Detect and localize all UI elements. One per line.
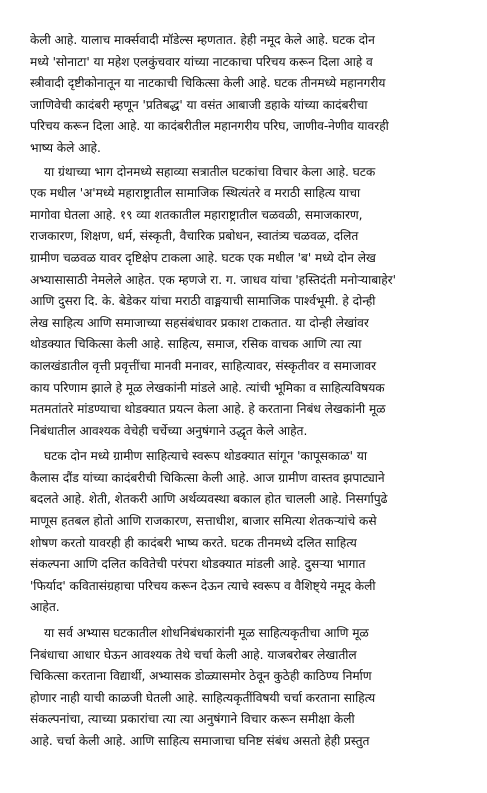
text-line: मतमतांतरे मांडण्याचा थोडक्यात प्रयत्न केला आहे. हे करताना निबंध लेखकांनी मूळ xyxy=(30,402,386,417)
text-line: आहे. चर्चा केली आहे. आणि साहित्य समाजाचा घनिष्ट संबंध असतो हेही प्रस्तुत xyxy=(30,734,370,748)
text-line: अभ्यासासाठी नेमलेले आहेत. एक म्हणजे रा. ग. जाधव यांचा 'हस्तिदंती मनोऱ्याबाहेर' xyxy=(30,272,396,287)
text-line: आहेत. xyxy=(30,600,60,615)
text-line: संकल्पना आणि दलित कवितेची परंपरा थोडक्यात मांडली आहे. दुसऱ्या भागात xyxy=(30,557,366,572)
text-line: लेख साहित्य आणि समाजाच्या सहसंबंधावर प्रकाश टाकतात. या दोन्ही लेखांवर xyxy=(30,315,369,330)
text-line: स्त्रीवादी दृष्टीकोनातून या नाटकाची चिकित्सा केली आहे. घटक तीनमध्ये महानगरीय xyxy=(30,76,386,91)
text-line: बदलते आहे. शेती, शेतकरी आणि अर्थव्यवस्था बकाल होत चालली आहे. निसर्गापुढे xyxy=(30,492,388,507)
text-line: कालखंडातील वृत्ती प्रवृत्तींचा मानवी मनावर, साहित्यावर, संस्कृतीवर व समाजावर xyxy=(30,358,377,373)
text-line: घटक दोन मध्ये ग्रामीण साहित्याचे स्वरूप थोडक्यात सांगून 'कापूसकाळ' या xyxy=(44,449,367,464)
paragraph-3 xyxy=(30,446,459,619)
text-line: केली आहे. यालाच मार्क्सवादी मॉडेल्स म्हणतात. हेही नमूद केले आहे. घटक दोन xyxy=(30,33,375,47)
text-line: राजकारण, शिक्षण, धर्म, संस्कृती, वैचारिक प्रबोधन, स्वातंत्र्य चळवळ, दलित xyxy=(30,229,359,244)
text-line: माणूस हतबल होतो आणि राजकारण, सत्ताधीश, बाजार समित्या शेतकऱ्यांचे कसे xyxy=(30,514,377,529)
text-line: होणार नाही याची काळजी घेतली आहे. साहित्यकृतींविषयी चर्चा करताना साहित्य xyxy=(30,690,376,705)
paragraph-1 xyxy=(30,30,459,160)
text-line: आणि दुसरा दि. के. बेडेकर यांचा मराठी वाङ्मयाची सामाजिक पार्श्वभूमी. हे दोन्ही xyxy=(30,294,376,309)
text-line: कैलास दौंड यांच्या कादंबरीची चिकित्सा केली आहे. आज ग्रामीण वास्तव झपाट्याने xyxy=(30,470,385,485)
paragraph-4 xyxy=(30,623,459,753)
text-line: मध्ये 'सोनाटा' या महेश एलकुंचवार यांच्या नाटकाचा परिचय करून दिला आहे व xyxy=(30,54,373,69)
text-line: या ग्रंथाच्या भाग दोनमध्ये सहाव्या सत्रातील घटकांचा विचार केला आहे. घटक xyxy=(44,164,376,179)
text-line: ग्रामीण चळवळ यावर दृष्टिक्षेप टाकला आहे. घटक एक मधील 'ब' मध्ये दोन लेख xyxy=(30,250,376,265)
text-line: एक मधील 'अ'मध्ये महाराष्ट्रातील सामाजिक स्थित्यंतरे व मराठी साहित्य याचा xyxy=(30,186,361,201)
text-line: 'फिर्याद' कवितासंग्रहाचा परिचय करून देऊन त्याचे स्वरूप व वैशिष्ट्ये नमूद केली xyxy=(30,578,376,593)
text-line: जाणिवेची कादंबरी म्हणून 'प्रतिबद्ध' या वसंत आबाजी डहाके यांच्या कादंबरीचा xyxy=(30,97,368,112)
text-line: निबंधातील आवश्यक वेचेही चर्चेच्या अनुषंगाने उद्धृत केले आहेत. xyxy=(30,423,308,438)
text-line: चिकित्सा करताना विद्यार्थी, अभ्यासक डोळ्यासमोर ठेवून कुठेही काठिण्य निर्माण xyxy=(30,669,372,684)
text-line: परिचय करून दिला आहे. या कादंबरीतील महानगरीय परिघ, जाणीव-नेणीव यावरही xyxy=(30,119,389,134)
text-line: भाष्य केले आहे. xyxy=(30,140,101,155)
text-line: निबंधाचा आधार घेऊन आवश्यक तेथे चर्चा केली आहे. याजबरोबर लेखातील xyxy=(30,647,357,662)
text-line: संकल्पनांचा, त्याच्या प्रकारांचा त्या त्या अनुषंगाने विचार करून समीक्षा केली xyxy=(30,712,355,727)
paragraph-2 xyxy=(30,162,459,443)
text-line: मागोवा घेतला आहे. १९ व्या शतकातील महाराष्ट्रातील चळवळी, समाजकारण, xyxy=(30,207,363,222)
text-line: शोषण करतो यावरही ही कादंबरी भाष्य करते. घटक तीनमध्ये दलित साहित्य xyxy=(30,535,357,550)
text-line: काय परिणाम झाले हे मूळ लेखकांनी मांडले आहे. त्यांची भूमिका व साहित्यविषयक xyxy=(30,380,385,395)
text-line: थोडक्यात चिकित्सा केली आहे. साहित्य, समाज, रसिक वाचक आणि त्या त्या xyxy=(30,337,362,352)
text-line: या सर्व अभ्यास घटकातील शोधनिबंधकारांनी मूळ साहित्यकृतीचा आणि मूळ xyxy=(44,626,369,641)
